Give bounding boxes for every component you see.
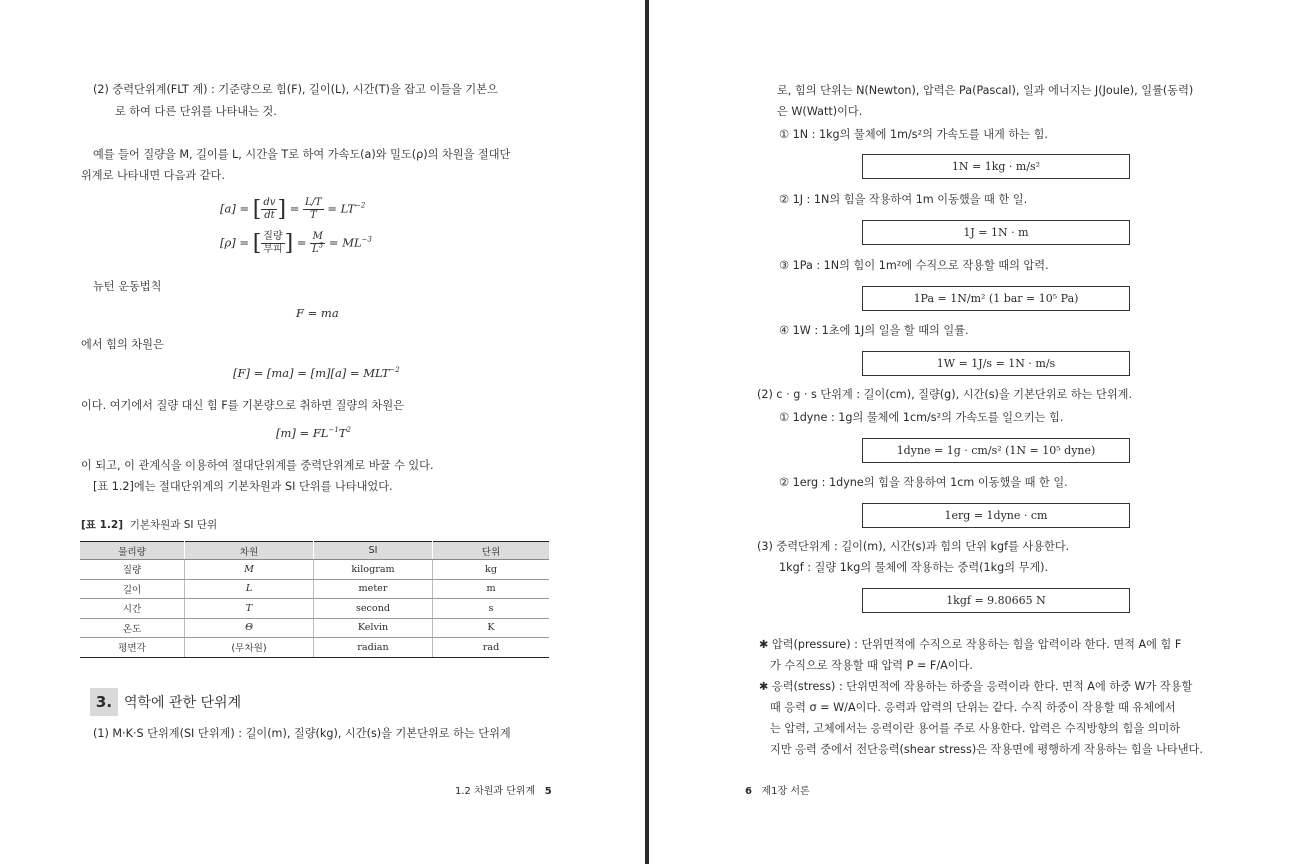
item-watt-text: ④ 1W : 1초에 1J의 일을 할 때의 일률.: [779, 324, 969, 337]
eq-a-exp: −2: [355, 201, 366, 210]
eq-a-mid: =: [289, 201, 300, 216]
table-cell: kilogram: [314, 560, 433, 580]
table-header: SI: [314, 542, 433, 560]
table-cell: 길이: [80, 579, 185, 599]
formula-box-dyne: 1dyne = 1g · cm/s² (1N = 10⁵ dyne): [862, 438, 1130, 463]
eq-rho-num: 질량: [263, 231, 283, 242]
formula-box-watt: 1W = 1J/s = 1N · m/s: [862, 351, 1130, 376]
item-joule-text: ② 1J : 1N의 힘을 작용하여 1m 이동했을 때 한 일.: [779, 193, 1028, 206]
table-cell: meter: [314, 579, 433, 599]
table-cell: second: [314, 599, 433, 619]
table-caption: [81, 517, 217, 532]
table-cell: Θ: [185, 618, 314, 638]
page-number: 6: [745, 786, 752, 797]
eq-a-lhs: [a] =: [220, 201, 250, 216]
cgs-system-text: (2) c · g · s 단위계 : 길이(cm), 질량(g), 시간(s)을 기본단위로 하는 단위계.: [757, 388, 1133, 401]
eq-force-exp: −2: [389, 366, 400, 375]
table-cell: Kelvin: [314, 618, 433, 638]
eq-rho-den: 부피: [263, 244, 283, 255]
table-cell: K: [433, 618, 550, 638]
table-reference-text: [표 1.2]에는 절대단위계의 기본차원과 SI 단위를 나타내었다.: [93, 480, 393, 493]
item-dyne-text: ① 1dyne : 1g의 물체에 1cm/s²의 가속도를 일으키는 힘.: [779, 411, 1064, 424]
example-line-2: 위계로 나타내면 다음과 같다.: [81, 169, 225, 182]
si-units-table: [80, 541, 549, 658]
table-cell: 평면각: [80, 638, 185, 658]
eq-mass-body: [m] = FL: [276, 426, 329, 440]
eq-rho-den2: L: [312, 244, 319, 255]
gravity-unit-system-text: (3) 중력단위계 : 길이(m), 시간(s)과 힘의 단위 kgf를 사용한다.: [757, 540, 1070, 553]
formula-box-erg: 1erg = 1dyne · cm: [862, 503, 1130, 528]
formula-box-kgf: 1kgf = 9.80665 N: [862, 588, 1130, 613]
item-newton-text: ① 1N : 1kg의 물체에 1m/s²의 가속도를 내게 하는 힘.: [779, 128, 1048, 141]
item-erg-text: ② 1erg : 1dyne의 힘을 작용하여 1cm 이동했을 때 한 일.: [779, 476, 1068, 489]
table-cell: rad: [433, 638, 550, 658]
left-page: [0, 0, 645, 864]
kgf-definition-text: 1kgf : 질량 1kg의 물체에 작용하는 중력(1kg의 무게).: [779, 561, 1049, 574]
table-caption-text: 기본차원과 SI 단위: [129, 519, 218, 531]
equation-acceleration: [a] = [ $\frac{dv}{dt}$ ] = $\frac{L/T}{T}$ = $LT^{-2}$: [220, 197, 366, 222]
section-title: 역학에 관한 단위계: [124, 695, 242, 711]
table-cell: (무차원): [185, 638, 314, 658]
newton-law-label: 뉴턴 운동법칙: [93, 280, 162, 293]
conversion-text: 이 되고, 이 관계식을 이용하여 절대단위계를 중력단위계로 바꿀 수 있다.: [81, 459, 434, 472]
eq-force-body: [F] = [ma] = [m][a] = MLT: [233, 366, 390, 380]
table-cell: 시간: [80, 599, 185, 619]
left-page-footer: [455, 782, 552, 797]
equation-mass: [276, 426, 351, 440]
eq-mass-exp1: −1: [328, 426, 339, 435]
formula-box-pascal: 1Pa = 1N/m² (1 bar = 10⁵ Pa): [862, 286, 1130, 311]
table-cell: T: [185, 599, 314, 619]
table-row: [80, 638, 549, 658]
si-units-intro-line-1: 로, 힘의 단위는 N(Newton), 압력은 Pa(Pascal), 일과 에너지는 J(Joule), 일률(동력): [777, 84, 1194, 97]
equation-force: [233, 366, 400, 380]
equation-newton: F = ma: [296, 306, 339, 320]
eq-rho-num2: M: [310, 231, 325, 244]
table-header: 차원: [185, 542, 314, 560]
table-cell: m: [433, 579, 550, 599]
table-cell: L: [185, 579, 314, 599]
table-cell: 온도: [80, 618, 185, 638]
table-caption-number: [표 1.2]: [81, 519, 123, 531]
section-number-badge: 3.: [90, 688, 118, 716]
page-number: 5: [544, 786, 552, 797]
table-header: 단위: [433, 542, 550, 560]
eq-mass-t: T: [338, 426, 347, 440]
eq-a-num2: L/T: [304, 197, 322, 208]
gravity-system-line-2: 로 하여 다른 단위를 나타내는 것.: [115, 105, 277, 118]
formula-box-joule: 1J = 1N · m: [862, 220, 1130, 245]
stress-note-line-3: 는 압력, 고체에서는 응력이란 용어를 주로 사용한다. 압력은 수직방향의 힘을 의미하: [770, 722, 1181, 735]
table-header: 물리량: [80, 542, 185, 560]
table-row: [80, 579, 549, 599]
gravity-system-line-1: (2) 중력단위계(FLT 계) : 기준량으로 힘(F), 길이(L), 시간(T)을 잡고 이들을 기본으: [93, 83, 498, 96]
force-dimension-text: 에서 힘의 차원은: [81, 338, 164, 351]
table-row: [80, 560, 549, 580]
table-cell: 질량: [80, 560, 185, 580]
pressure-note-line-2: 가 수직으로 작용할 때 압력 P = F/A이다.: [770, 659, 973, 672]
table-cell: M: [185, 560, 314, 580]
eq-rho-exp: −3: [361, 235, 372, 244]
mass-dimension-text: 이다. 여기에서 질량 대신 힘 F를 기본량으로 취하면 질량의 차원은: [81, 399, 404, 412]
stress-note-line-1: ✱ 응력(stress) : 단위면적에 작용하는 하중을 응력이라 한다. 면적 A에 하중 W가 작용할: [759, 680, 1193, 693]
table-cell: kg: [433, 560, 550, 580]
right-page: [649, 0, 1294, 864]
table-row: [80, 599, 549, 619]
table-row: [80, 618, 549, 638]
eq-a-num: dv: [263, 197, 276, 208]
formula-box-newton: 1N = 1kg · m/s²: [862, 154, 1130, 179]
footer-chapter-section: 1.2 차원과 단위계: [455, 786, 536, 797]
eq-rho-lhs: [ρ] =: [220, 235, 250, 250]
stress-note-line-4: 지만 응력 중에서 전단응력(shear stress)은 작용면에 평행하게 작용하는 힘을 나타낸다.: [770, 743, 1203, 756]
si-units-intro-line-2: 은 W(Watt)이다.: [777, 105, 863, 118]
example-line-1: 예를 들어 질량을 M, 길이를 L, 시간을 T로 하여 가속도(a)와 밀도(ρ)의 차원을 절대단: [93, 148, 511, 161]
stress-note-line-2: 때 응력 σ = W/A이다. 응력과 압력의 단위는 같다. 수직 하중이 작용할 때 유체에서: [770, 701, 1176, 714]
eq-a-den2: T: [309, 210, 317, 221]
eq-rho-mid: =: [296, 235, 307, 250]
item-pascal-text: ③ 1Pa : 1N의 힘이 1m²에 수직으로 작용할 때의 압력.: [779, 259, 1049, 272]
eq-mass-exp2: 2: [346, 426, 351, 435]
eq-a-rhs: = LT: [327, 201, 355, 216]
mks-system-line: (1) M·K·S 단위계(SI 단위계) : 길이(m), 질량(kg), 시간(s)을 기본단위로 하는 단위계: [93, 727, 511, 740]
footer-chapter-title: 제1장 서론: [761, 786, 810, 797]
eq-rho-den2-exp: 3: [318, 241, 324, 250]
eq-rho-rhs: = ML: [328, 235, 362, 250]
right-page-footer: [745, 782, 810, 797]
table-header-row: [80, 542, 549, 560]
eq-a-den: dt: [264, 210, 275, 221]
pressure-note-line-1: ✱ 압력(pressure) : 단위면적에 수직으로 작용하는 힘을 압력이라 한다. 면적 A에 힘 F: [759, 638, 1182, 651]
equation-density: [ρ] = [ $\frac{\text{질량}}{\text{부피}}$ ] = $\frac{M}{L^3}$ = $ML^{-3}$: [220, 231, 372, 256]
table-cell: radian: [314, 638, 433, 658]
table-cell: s: [433, 599, 550, 619]
